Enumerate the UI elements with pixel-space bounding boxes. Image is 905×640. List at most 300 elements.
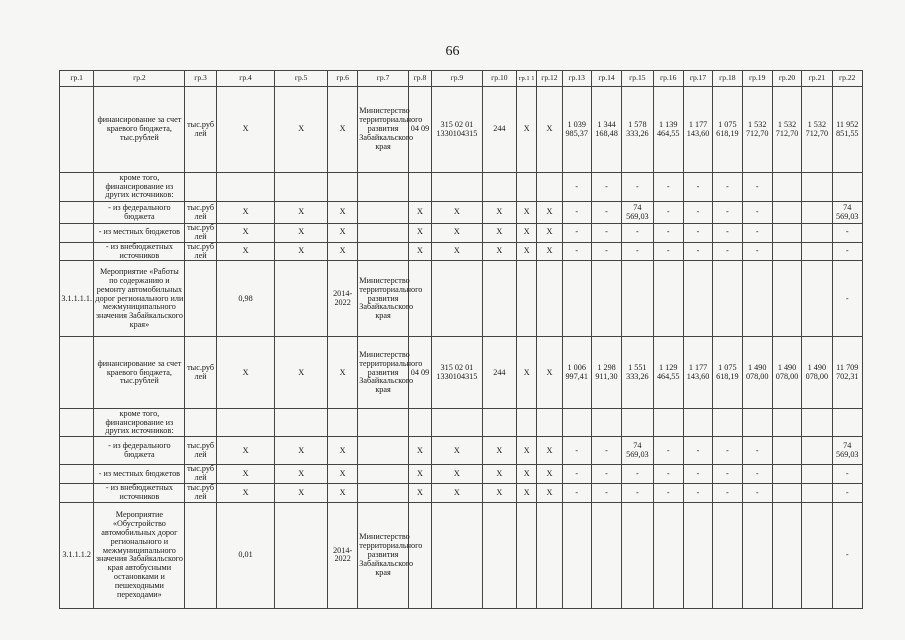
table-cell: X	[517, 437, 537, 465]
table-cell: X	[537, 484, 562, 503]
table-cell: тыс.руб лей	[185, 202, 216, 224]
table-cell	[216, 173, 275, 202]
table-cell	[60, 173, 94, 202]
table-cell	[408, 502, 431, 608]
table-cell	[60, 202, 94, 224]
table-cell: X	[482, 437, 516, 465]
table-cell	[432, 173, 483, 202]
table-cell: финансирование за счет краевого бюджета, тыс.рублей	[94, 337, 185, 409]
table-cell: X	[216, 202, 275, 224]
table-cell: -	[713, 202, 742, 224]
table-cell: X	[537, 465, 562, 484]
table-cell	[772, 484, 801, 503]
col-header: гр.6	[327, 71, 357, 87]
table-cell: -	[591, 437, 621, 465]
table-cell	[358, 202, 409, 224]
table-cell	[802, 224, 832, 243]
col-header: гр.14	[591, 71, 621, 87]
table-cell: -	[653, 242, 683, 261]
table-cell: X	[327, 337, 357, 409]
table-cell: X	[275, 484, 328, 503]
table-cell	[60, 484, 94, 503]
col-header: гр.4	[216, 71, 275, 87]
table-cell: -	[713, 465, 742, 484]
table-cell	[772, 242, 801, 261]
table-cell	[358, 409, 409, 437]
col-header: гр.15	[622, 71, 653, 87]
col-header: гр.17	[683, 71, 712, 87]
table-cell: -	[713, 173, 742, 202]
table-row	[60, 502, 863, 608]
table-cell	[408, 173, 431, 202]
table-cell: -	[591, 173, 621, 202]
table-cell	[802, 502, 832, 608]
table-cell: 74 569,03	[622, 437, 653, 465]
table-cell	[358, 224, 409, 243]
table-cell: -	[591, 242, 621, 261]
table-cell	[517, 173, 537, 202]
col-header: гр.2	[94, 71, 185, 87]
table-cell: - из внебюджетных источников	[94, 484, 185, 503]
table-cell: 1 532 712,70	[772, 87, 801, 173]
table-cell: - из местных бюджетов	[94, 465, 185, 484]
table-cell: -	[622, 224, 653, 243]
table-cell	[432, 502, 483, 608]
table-cell: тыс.руб лей	[185, 484, 216, 503]
table-cell	[517, 502, 537, 608]
table-cell: X	[327, 437, 357, 465]
table-cell: X	[482, 242, 516, 261]
table-cell	[772, 465, 801, 484]
table-cell	[537, 173, 562, 202]
table-cell: 1 490 078,00	[772, 337, 801, 409]
col-header: гр.18	[713, 71, 742, 87]
col-header: гр.1	[60, 71, 94, 87]
table-cell	[482, 502, 516, 608]
table-cell: 1 344 168,48	[591, 87, 621, 173]
col-header: гр.22	[832, 71, 862, 87]
table-cell: тыс.руб лей	[185, 465, 216, 484]
table-cell	[60, 337, 94, 409]
table-cell: 11 952 851,55	[832, 87, 862, 173]
table-cell	[185, 173, 216, 202]
table-cell	[772, 437, 801, 465]
col-header: гр.1 1	[517, 71, 537, 87]
table-cell: -	[683, 465, 712, 484]
table-cell: -	[713, 484, 742, 503]
table-cell: 1 298 911,30	[591, 337, 621, 409]
table-cell	[653, 261, 683, 337]
table-cell	[591, 409, 621, 437]
table-cell	[275, 261, 328, 337]
table-cell: X	[275, 337, 328, 409]
table-cell	[432, 409, 483, 437]
table-cell	[482, 261, 516, 337]
table-cell: X	[517, 242, 537, 261]
table-cell: X	[517, 87, 537, 173]
table-cell: X	[327, 202, 357, 224]
table-cell: X	[432, 437, 483, 465]
col-header: гр.5	[275, 71, 328, 87]
table-cell	[802, 409, 832, 437]
table-cell	[713, 409, 742, 437]
table-cell	[622, 261, 653, 337]
table-cell: 2014-2022	[327, 261, 357, 337]
table-cell: - из федерального бюджета	[94, 437, 185, 465]
col-header: гр.9	[432, 71, 483, 87]
table-cell: X	[275, 87, 328, 173]
table-cell: -	[683, 173, 712, 202]
table-cell: -	[591, 484, 621, 503]
table-cell: -	[622, 484, 653, 503]
table-cell	[742, 502, 772, 608]
table-cell: -	[713, 242, 742, 261]
table-cell: 0,98	[216, 261, 275, 337]
table-cell: 1 177 143,60	[683, 87, 712, 173]
table-cell: 1 075 618,19	[713, 87, 742, 173]
table-cell: X	[517, 337, 537, 409]
col-header: гр.16	[653, 71, 683, 87]
table-cell: 3.1.1.1.2	[60, 502, 94, 608]
table-cell: -	[742, 224, 772, 243]
col-header: гр.19	[742, 71, 772, 87]
table-cell	[832, 173, 862, 202]
table-cell: 315 02 01 1330104315	[432, 337, 483, 409]
table-cell: X	[482, 202, 516, 224]
table-cell: -	[832, 224, 862, 243]
table-cell: -	[742, 202, 772, 224]
table-body	[60, 87, 863, 609]
table-cell	[713, 261, 742, 337]
table-cell: X	[327, 242, 357, 261]
table-cell: 315 02 01 1330104315	[432, 87, 483, 173]
table-cell: 1 532 712,70	[742, 87, 772, 173]
table-cell: X	[327, 465, 357, 484]
table-cell: X	[327, 484, 357, 503]
table-row	[60, 261, 863, 337]
table-cell: -	[832, 465, 862, 484]
table-cell	[772, 202, 801, 224]
table-cell: X	[482, 224, 516, 243]
table-cell: кроме того, финансирование из других источников:	[94, 173, 185, 202]
table-cell	[517, 409, 537, 437]
table-cell: 1 075 618,19	[713, 337, 742, 409]
table-cell	[562, 409, 591, 437]
table-cell	[275, 173, 328, 202]
table-cell: 74 569,03	[832, 437, 862, 465]
table-cell: тыс.руб лей	[185, 437, 216, 465]
table-cell: 04 09	[408, 337, 431, 409]
table-cell: X	[408, 484, 431, 503]
table-cell	[537, 502, 562, 608]
table-cell: 74 569,03	[832, 202, 862, 224]
table-cell: - из местных бюджетов	[94, 224, 185, 243]
table-cell: -	[562, 242, 591, 261]
table-cell: X	[275, 437, 328, 465]
table-cell: -	[653, 224, 683, 243]
table-cell	[327, 409, 357, 437]
table-cell: X	[216, 437, 275, 465]
table-cell	[517, 261, 537, 337]
table-cell: -	[742, 465, 772, 484]
table-cell: X	[216, 465, 275, 484]
table-cell: X	[517, 484, 537, 503]
table-cell: тыс.руб лей	[185, 242, 216, 261]
table-cell: -	[562, 202, 591, 224]
table-cell	[802, 173, 832, 202]
table-cell	[60, 465, 94, 484]
table-cell	[482, 173, 516, 202]
col-header: гр.13	[562, 71, 591, 87]
table-row	[60, 409, 863, 437]
table-cell: -	[832, 502, 862, 608]
table-cell	[772, 224, 801, 243]
table-cell	[591, 502, 621, 608]
table-cell: 1 532 712,70	[802, 87, 832, 173]
table-cell: 244	[482, 87, 516, 173]
table-cell: -	[683, 224, 712, 243]
table-cell	[802, 261, 832, 337]
table-row	[60, 484, 863, 503]
table-cell	[562, 502, 591, 608]
table-cell: 1 578 333,26	[622, 87, 653, 173]
table-cell	[537, 261, 562, 337]
table-cell	[832, 409, 862, 437]
table-cell: 1 129 464,55	[653, 337, 683, 409]
table-cell	[537, 409, 562, 437]
table-cell	[358, 484, 409, 503]
table-cell: -	[832, 242, 862, 261]
table-cell: 04 09	[408, 87, 431, 173]
table-cell: X	[275, 465, 328, 484]
table-row	[60, 337, 863, 409]
table-cell	[358, 465, 409, 484]
table-cell: X	[408, 437, 431, 465]
table-cell: -	[653, 437, 683, 465]
col-header: гр.12	[537, 71, 562, 87]
table-cell	[772, 261, 801, 337]
table-cell: X	[216, 484, 275, 503]
table-cell: -	[653, 484, 683, 503]
table-cell: 1 490 078,00	[802, 337, 832, 409]
table-cell	[216, 409, 275, 437]
table-cell	[683, 261, 712, 337]
table-cell: 1 006 997,41	[562, 337, 591, 409]
table-cell: Министерство территориального развития Забайкальского края	[358, 261, 409, 337]
table-cell	[653, 502, 683, 608]
table-cell	[772, 409, 801, 437]
table-cell: 11 709 702,31	[832, 337, 862, 409]
table-cell: X	[216, 224, 275, 243]
table-cell: 1 551 333,26	[622, 337, 653, 409]
table-cell	[802, 202, 832, 224]
table-cell: -	[622, 465, 653, 484]
table-cell: -	[683, 437, 712, 465]
table-cell: Мероприятие «Обустройство автомобильных дорог регионального и межмуниципального значения Забайкальского края автобусными остановками и пешеходными переходами»	[94, 502, 185, 608]
table-cell: Министерство территориального развития Забайкальского края	[358, 337, 409, 409]
table-cell	[683, 502, 712, 608]
table-cell: X	[216, 242, 275, 261]
table-cell: 1 139 464,55	[653, 87, 683, 173]
table-cell: X	[537, 337, 562, 409]
table-cell: X	[537, 224, 562, 243]
col-header: гр.20	[772, 71, 801, 87]
table-cell: -	[742, 484, 772, 503]
table-cell: -	[562, 465, 591, 484]
table-cell: тыс.руб лей	[185, 224, 216, 243]
table-cell: X	[432, 224, 483, 243]
table-cell	[185, 502, 216, 608]
table-cell: -	[562, 484, 591, 503]
table-cell: Министерство территориального развития Забайкальского края	[358, 502, 409, 608]
table-cell: X	[275, 202, 328, 224]
table-cell: X	[517, 202, 537, 224]
table-cell: X	[275, 242, 328, 261]
table-cell	[408, 261, 431, 337]
table-cell: 1 490 078,00	[742, 337, 772, 409]
table-cell: X	[432, 484, 483, 503]
table-cell: -	[832, 261, 862, 337]
table-cell	[772, 173, 801, 202]
table-cell: -	[591, 224, 621, 243]
table-cell: X	[408, 242, 431, 261]
table-cell	[432, 261, 483, 337]
table-row	[60, 465, 863, 484]
table-cell	[802, 465, 832, 484]
table-cell	[622, 502, 653, 608]
table-cell: -	[562, 437, 591, 465]
table-cell: X	[482, 484, 516, 503]
table-cell: 2014-2022	[327, 502, 357, 608]
col-header: гр.8	[408, 71, 431, 87]
table-cell: 74 569,03	[622, 202, 653, 224]
table-cell: 1 177 143,60	[683, 337, 712, 409]
table-cell: 3.1.1.1.1.	[60, 261, 94, 337]
table-cell: тыс.руб лей	[185, 337, 216, 409]
table-cell: -	[562, 173, 591, 202]
table-cell: кроме того, финансирование из других источников:	[94, 409, 185, 437]
table-cell: - из федерального бюджета	[94, 202, 185, 224]
table-cell: -	[713, 437, 742, 465]
table-cell: -	[622, 173, 653, 202]
table-cell: X	[408, 202, 431, 224]
table-cell	[327, 173, 357, 202]
table-cell: -	[742, 173, 772, 202]
table-cell: X	[537, 87, 562, 173]
table-cell: X	[408, 465, 431, 484]
table-cell: 1 039 985,37	[562, 87, 591, 173]
table-cell: -	[653, 202, 683, 224]
table-cell: -	[742, 437, 772, 465]
table-cell	[683, 409, 712, 437]
table-cell	[358, 173, 409, 202]
table-cell	[742, 261, 772, 337]
table-cell	[482, 409, 516, 437]
table-cell: -	[622, 242, 653, 261]
table-cell	[60, 87, 94, 173]
table-cell: X	[327, 224, 357, 243]
table-cell: -	[562, 224, 591, 243]
table-cell	[622, 409, 653, 437]
table-cell	[802, 242, 832, 261]
table-cell: X	[517, 465, 537, 484]
table-row	[60, 224, 863, 243]
table-cell: X	[432, 465, 483, 484]
table-cell: -	[832, 484, 862, 503]
page-number: 66	[445, 44, 460, 59]
table-cell: -	[683, 202, 712, 224]
table-cell: тыс.руб лей	[185, 87, 216, 173]
table-cell: - из внебюджетных источников	[94, 242, 185, 261]
table-row	[60, 242, 863, 261]
table-cell	[772, 502, 801, 608]
table-cell	[275, 409, 328, 437]
header-row	[60, 71, 863, 87]
table-cell: X	[216, 87, 275, 173]
table-cell	[802, 437, 832, 465]
table-cell	[802, 484, 832, 503]
table-cell	[60, 437, 94, 465]
table-cell: Министерство территориального развития Забайкальского края	[358, 87, 409, 173]
table-cell: -	[591, 465, 621, 484]
table-cell	[358, 242, 409, 261]
table-row	[60, 173, 863, 202]
table-cell: X	[482, 465, 516, 484]
table-cell: X	[432, 202, 483, 224]
table-row	[60, 437, 863, 465]
table-cell	[358, 437, 409, 465]
program-table	[59, 70, 863, 609]
col-header: гр.3	[185, 71, 216, 87]
table-cell: X	[537, 437, 562, 465]
table-cell: -	[683, 484, 712, 503]
table-cell	[408, 409, 431, 437]
table-cell: X	[327, 87, 357, 173]
table-cell	[275, 502, 328, 608]
table-cell	[185, 409, 216, 437]
table-cell	[653, 409, 683, 437]
table-cell: -	[591, 202, 621, 224]
table-cell: 0,01	[216, 502, 275, 608]
table-cell: X	[275, 224, 328, 243]
table-cell	[60, 224, 94, 243]
table-cell: -	[653, 173, 683, 202]
table-cell: X	[517, 224, 537, 243]
table-cell: X	[432, 242, 483, 261]
table-row	[60, 202, 863, 224]
col-header: гр.7	[358, 71, 409, 87]
table-cell	[742, 409, 772, 437]
table-cell	[591, 261, 621, 337]
col-header: гр.21	[802, 71, 832, 87]
table-cell	[185, 261, 216, 337]
table-cell: X	[537, 242, 562, 261]
table-cell: X	[408, 224, 431, 243]
table-cell: Мероприятие «Работы по содержанию и ремонту автомобильных дорог регионального или межмуниципального значения Забайкальского края»	[94, 261, 185, 337]
table-cell	[562, 261, 591, 337]
table-cell: -	[653, 465, 683, 484]
table-cell	[713, 502, 742, 608]
table-cell: финансирование за счет краевого бюджета, тыс.рублей	[94, 87, 185, 173]
table-cell: 244	[482, 337, 516, 409]
table-cell: X	[537, 202, 562, 224]
table-row	[60, 87, 863, 173]
table-cell: -	[683, 242, 712, 261]
table-cell: -	[742, 242, 772, 261]
table-cell: -	[713, 224, 742, 243]
table-cell: X	[216, 337, 275, 409]
col-header: гр.10	[482, 71, 516, 87]
